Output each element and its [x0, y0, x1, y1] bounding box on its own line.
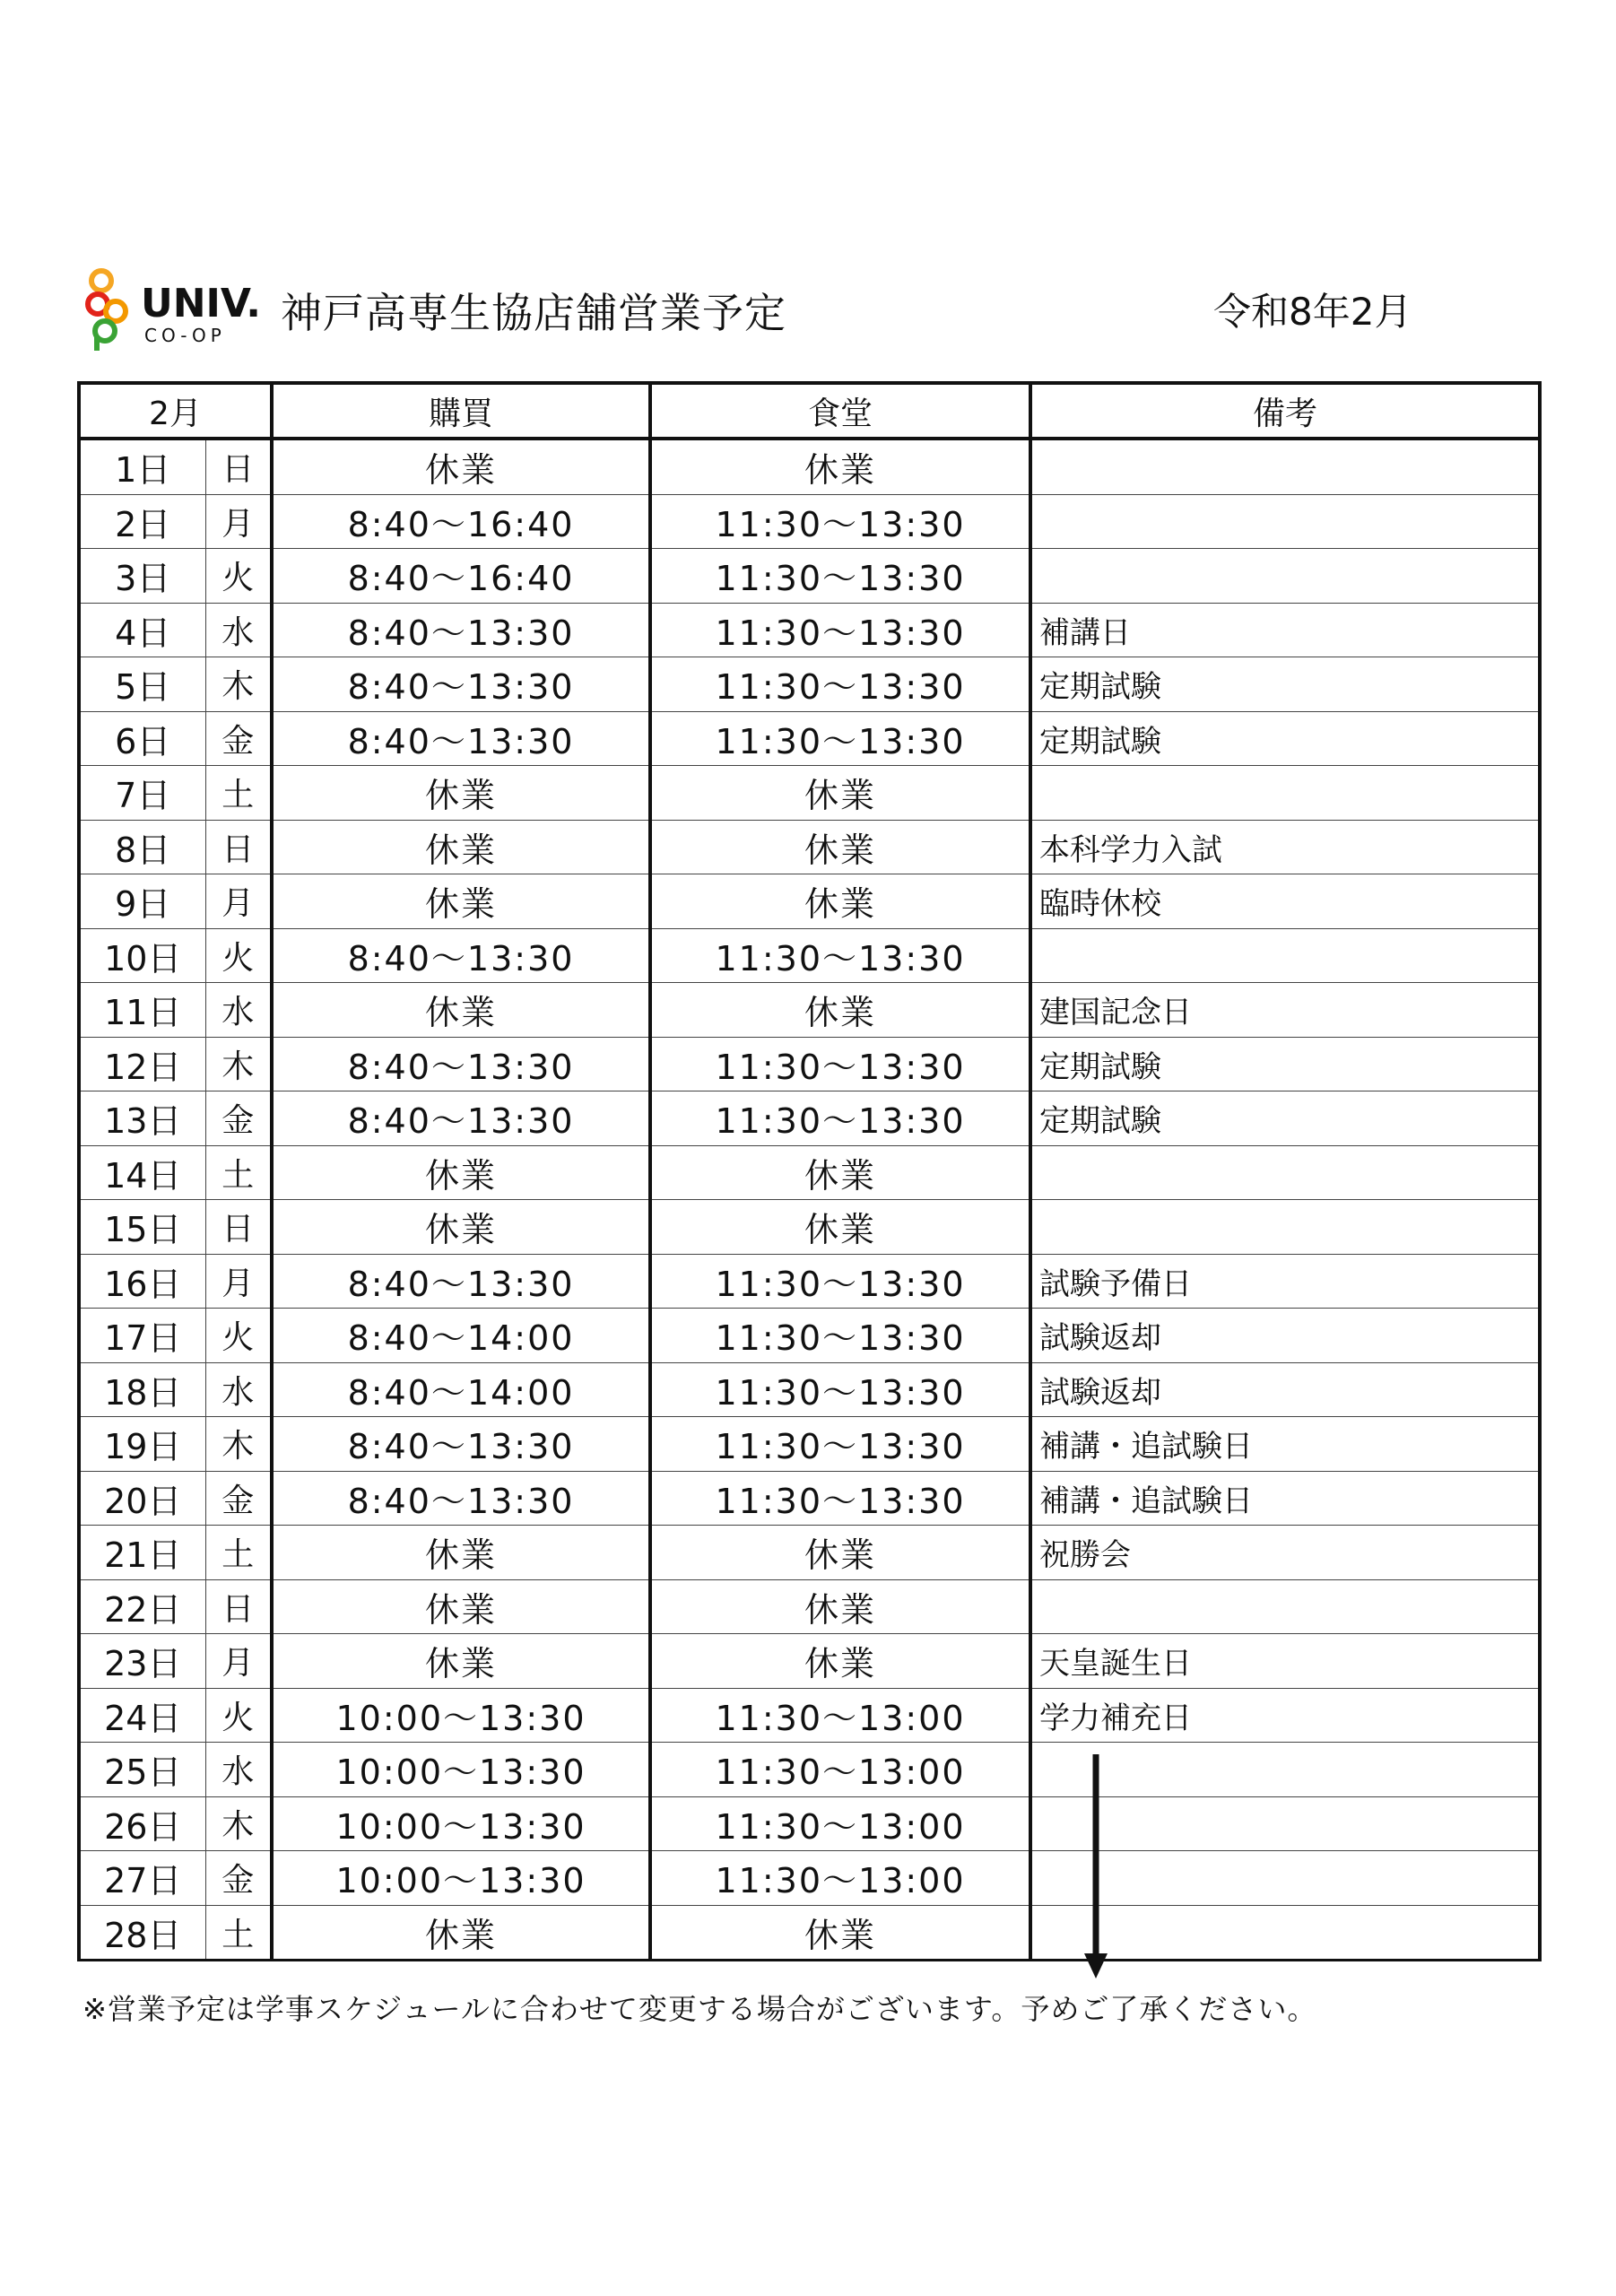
cell-weekday: 木 — [205, 1796, 272, 1851]
cell-shop-hours: 休業 — [272, 439, 650, 494]
cell-day: 1日 — [79, 439, 205, 494]
cell-note: 補講日 — [1030, 603, 1540, 657]
table-row — [79, 874, 1540, 929]
table-row — [79, 1471, 1540, 1526]
cell-weekday: 火 — [205, 928, 272, 983]
col-header-cafeteria: 食堂 — [650, 383, 1030, 439]
cell-weekday: 金 — [205, 1471, 272, 1526]
cell-day: 5日 — [79, 657, 205, 712]
coop-logo-mark — [85, 265, 274, 354]
cell-note: 建国記念日 — [1030, 983, 1540, 1038]
table-row — [79, 1796, 1540, 1851]
cell-cafeteria-hours: 11:30～13:30 — [650, 1091, 1030, 1146]
table-row — [79, 766, 1540, 821]
cell-day: 17日 — [79, 1309, 205, 1363]
cell-day: 14日 — [79, 1145, 205, 1200]
cell-shop-hours: 休業 — [272, 983, 650, 1038]
cell-note: 定期試験 — [1030, 711, 1540, 766]
cell-note — [1030, 1145, 1540, 1200]
cell-day: 21日 — [79, 1526, 205, 1580]
table-row — [79, 1091, 1540, 1146]
table-row — [79, 1254, 1540, 1309]
cell-cafeteria-hours: 休業 — [650, 766, 1030, 821]
table-row — [79, 1688, 1540, 1743]
col-header-shop: 購買 — [272, 383, 650, 439]
cell-cafeteria-hours: 11:30～13:00 — [650, 1743, 1030, 1797]
cell-weekday: 水 — [205, 1362, 272, 1417]
cell-note: 定期試験 — [1030, 657, 1540, 712]
cell-shop-hours: 8:40～16:40 — [272, 549, 650, 604]
cell-shop-hours: 10:00～13:30 — [272, 1743, 650, 1797]
table-row — [79, 1309, 1540, 1363]
cell-note: 本科学力入試 — [1030, 820, 1540, 874]
cell-cafeteria-hours: 11:30～13:00 — [650, 1688, 1030, 1743]
cell-cafeteria-hours: 11:30～13:00 — [650, 1851, 1030, 1906]
cell-day: 22日 — [79, 1579, 205, 1634]
footnote: ※営業予定は学事スケジュールに合わせて変更する場合がございます。予めご了承ください。 — [83, 1992, 1317, 2026]
cell-cafeteria-hours: 11:30～13:30 — [650, 928, 1030, 983]
table-row — [79, 1417, 1540, 1472]
cell-shop-hours: 10:00～13:30 — [272, 1796, 650, 1851]
cell-weekday: 日 — [205, 820, 272, 874]
table-row — [79, 1526, 1540, 1580]
cell-day: 23日 — [79, 1634, 205, 1689]
cell-weekday: 水 — [205, 1743, 272, 1797]
cell-cafeteria-hours: 11:30～13:30 — [650, 1309, 1030, 1363]
cell-shop-hours: 休業 — [272, 874, 650, 929]
cell-day: 4日 — [79, 603, 205, 657]
logo-text-univ: UNIV. — [141, 281, 262, 326]
cell-cafeteria-hours: 11:30～13:00 — [650, 1796, 1030, 1851]
cell-weekday: 土 — [205, 1526, 272, 1580]
cell-shop-hours: 8:40～13:30 — [272, 928, 650, 983]
cell-day: 2日 — [79, 494, 205, 549]
cell-note — [1030, 766, 1540, 821]
cell-shop-hours: 休業 — [272, 1634, 650, 1689]
cell-day: 19日 — [79, 1417, 205, 1472]
cell-cafeteria-hours: 休業 — [650, 983, 1030, 1038]
cell-note — [1030, 1200, 1540, 1255]
cell-day: 9日 — [79, 874, 205, 929]
logo-text-coop: CO-OP — [144, 325, 226, 346]
cell-day: 24日 — [79, 1688, 205, 1743]
cell-shop-hours: 8:40～13:30 — [272, 1417, 650, 1472]
cell-cafeteria-hours: 11:30～13:30 — [650, 1471, 1030, 1526]
cell-weekday: 月 — [205, 494, 272, 549]
table-row — [79, 494, 1540, 549]
table-row — [79, 820, 1540, 874]
cell-day: 28日 — [79, 1905, 205, 1961]
cell-day: 27日 — [79, 1851, 205, 1906]
cell-shop-hours: 8:40～14:00 — [272, 1362, 650, 1417]
table-row — [79, 1851, 1540, 1906]
cell-shop-hours: 8:40～13:30 — [272, 603, 650, 657]
cell-cafeteria-hours: 11:30～13:30 — [650, 1254, 1030, 1309]
cell-day: 12日 — [79, 1037, 205, 1091]
cell-note: 臨時休校 — [1030, 874, 1540, 929]
cell-note: 試験予備日 — [1030, 1254, 1540, 1309]
cell-weekday: 水 — [205, 603, 272, 657]
cell-shop-hours: 休業 — [272, 820, 650, 874]
cell-cafeteria-hours: 11:30～13:30 — [650, 1362, 1030, 1417]
cell-cafeteria-hours: 休業 — [650, 820, 1030, 874]
cell-day: 18日 — [79, 1362, 205, 1417]
cell-shop-hours: 8:40～13:30 — [272, 711, 650, 766]
cell-day: 16日 — [79, 1254, 205, 1309]
table-header-row — [79, 383, 1540, 439]
cell-shop-hours: 休業 — [272, 1200, 650, 1255]
page-date: 令和8年2月 — [1213, 290, 1412, 334]
cell-shop-hours: 8:40～13:30 — [272, 657, 650, 712]
table-row — [79, 1905, 1540, 1961]
cell-note: 補講・追試験日 — [1030, 1471, 1540, 1526]
table-row — [79, 657, 1540, 712]
cell-shop-hours: 8:40～13:30 — [272, 1471, 650, 1526]
cell-shop-hours: 10:00～13:30 — [272, 1851, 650, 1906]
cell-weekday: 金 — [205, 711, 272, 766]
cell-weekday: 水 — [205, 983, 272, 1038]
cell-note — [1030, 494, 1540, 549]
cell-weekday: 金 — [205, 1091, 272, 1146]
cell-day: 6日 — [79, 711, 205, 766]
table-row — [79, 1579, 1540, 1634]
cell-cafeteria-hours: 休業 — [650, 1634, 1030, 1689]
cell-cafeteria-hours: 11:30～13:30 — [650, 657, 1030, 712]
cell-shop-hours: 休業 — [272, 1579, 650, 1634]
cell-day: 13日 — [79, 1091, 205, 1146]
cell-shop-hours: 休業 — [272, 1145, 650, 1200]
univ-coop-logo — [85, 265, 274, 354]
col-header-notes: 備考 — [1030, 383, 1540, 439]
cell-weekday: 日 — [205, 1200, 272, 1255]
cell-weekday: 木 — [205, 1417, 272, 1472]
cell-note — [1030, 928, 1540, 983]
cell-note: 祝勝会 — [1030, 1526, 1540, 1580]
cell-note — [1030, 439, 1540, 494]
cell-note: 補講・追試験日 — [1030, 1417, 1540, 1472]
cell-note — [1030, 1579, 1540, 1634]
cell-cafeteria-hours: 11:30～13:30 — [650, 494, 1030, 549]
cell-cafeteria-hours: 休業 — [650, 874, 1030, 929]
cell-weekday: 木 — [205, 657, 272, 712]
cell-shop-hours: 休業 — [272, 1526, 650, 1580]
cell-day: 11日 — [79, 983, 205, 1038]
table-row — [79, 1743, 1540, 1797]
cell-weekday: 火 — [205, 1309, 272, 1363]
cell-shop-hours: 10:00～13:30 — [272, 1688, 650, 1743]
cell-cafeteria-hours: 休業 — [650, 1145, 1030, 1200]
schedule-table — [77, 381, 1542, 1961]
cell-note: 試験返却 — [1030, 1362, 1540, 1417]
cell-cafeteria-hours: 11:30～13:30 — [650, 549, 1030, 604]
table-row — [79, 549, 1540, 604]
cell-note — [1030, 549, 1540, 604]
cell-note: 定期試験 — [1030, 1091, 1540, 1146]
table-row — [79, 1362, 1540, 1417]
cell-cafeteria-hours: 休業 — [650, 1579, 1030, 1634]
cell-day: 3日 — [79, 549, 205, 604]
cell-weekday: 土 — [205, 1145, 272, 1200]
cell-weekday: 土 — [205, 766, 272, 821]
cell-day: 25日 — [79, 1743, 205, 1797]
cell-weekday: 月 — [205, 874, 272, 929]
cell-cafeteria-hours: 11:30～13:30 — [650, 1037, 1030, 1091]
cell-shop-hours: 休業 — [272, 1905, 650, 1961]
cell-note: 天皇誕生日 — [1030, 1634, 1540, 1689]
header — [85, 265, 1430, 354]
cell-cafeteria-hours: 休業 — [650, 1526, 1030, 1580]
cell-weekday: 月 — [205, 1254, 272, 1309]
table-row — [79, 439, 1540, 494]
page-title: 神戸高専生協店舗営業予定 — [281, 289, 786, 337]
cell-weekday: 火 — [205, 1688, 272, 1743]
cell-weekday: 火 — [205, 549, 272, 604]
table-row — [79, 603, 1540, 657]
cell-day: 15日 — [79, 1200, 205, 1255]
cell-shop-hours: 8:40～13:30 — [272, 1091, 650, 1146]
cell-day: 7日 — [79, 766, 205, 821]
table-row — [79, 1145, 1540, 1200]
cell-weekday: 木 — [205, 1037, 272, 1091]
table-row — [79, 1037, 1540, 1091]
table-row — [79, 1200, 1540, 1255]
cell-day: 20日 — [79, 1471, 205, 1526]
cell-weekday: 日 — [205, 439, 272, 494]
cell-shop-hours: 8:40～16:40 — [272, 494, 650, 549]
col-header-month: 2月 — [79, 383, 272, 439]
cell-note: 学力補充日 — [1030, 1688, 1540, 1743]
cell-cafeteria-hours: 11:30～13:30 — [650, 1417, 1030, 1472]
cell-cafeteria-hours: 11:30～13:30 — [650, 603, 1030, 657]
cell-cafeteria-hours: 休業 — [650, 439, 1030, 494]
cell-cafeteria-hours: 11:30～13:30 — [650, 711, 1030, 766]
cell-shop-hours: 8:40～13:30 — [272, 1037, 650, 1091]
table-row — [79, 983, 1540, 1038]
down-arrow-icon — [1082, 1754, 1109, 1979]
cell-shop-hours: 8:40～13:30 — [272, 1254, 650, 1309]
cell-weekday: 土 — [205, 1905, 272, 1961]
cell-weekday: 金 — [205, 1851, 272, 1906]
cell-day: 10日 — [79, 928, 205, 983]
table-row — [79, 928, 1540, 983]
cell-day: 8日 — [79, 820, 205, 874]
cell-weekday: 日 — [205, 1579, 272, 1634]
cell-shop-hours: 8:40～14:00 — [272, 1309, 650, 1363]
cell-note: 試験返却 — [1030, 1309, 1540, 1363]
cell-cafeteria-hours: 休業 — [650, 1200, 1030, 1255]
cell-day: 26日 — [79, 1796, 205, 1851]
table-row — [79, 711, 1540, 766]
cell-shop-hours: 休業 — [272, 766, 650, 821]
cell-weekday: 月 — [205, 1634, 272, 1689]
table-row — [79, 1634, 1540, 1689]
cell-note: 定期試験 — [1030, 1037, 1540, 1091]
cell-cafeteria-hours: 休業 — [650, 1905, 1030, 1961]
